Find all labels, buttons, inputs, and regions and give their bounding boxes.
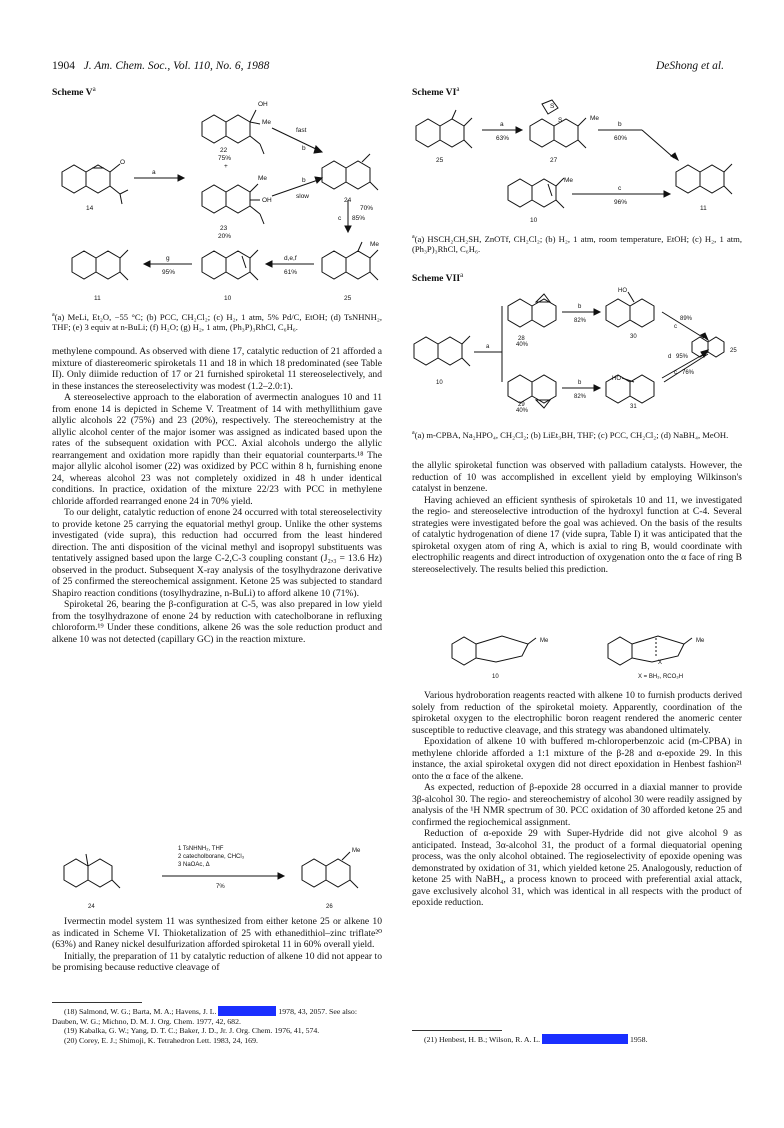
svg-text:20%: 20%: [218, 233, 232, 240]
page-header-authors: DeShong et al.: [655, 60, 724, 72]
structure-23: [202, 184, 264, 224]
para-left-6: Initially, the preparation of 11 by catalytic reduction of alkene 10 did not appear to be promising because reductive cleavage of: [52, 950, 382, 973]
svg-text:c: c: [618, 185, 622, 192]
inline-scheme-24-26: [52, 838, 382, 912]
svg-text:26: 26: [326, 904, 333, 910]
para-right-6: Reduction of α-epoxide 29 with Super-Hydride did not give alcohol 9 as anticipated. Instead, 3α-alcohol 31, the product of a formal diequatorial opening process, was the only alcohol obtained. The regioselectivity of epoxide opening was demonstrated by oxidation of 31, which yielded ketone 25. Analogously, reduction of ketone 25 with NaBH₄, a process known to proceed with preferential axial attack, gave exclusively alcohol 31, which was identical in all respects with the product of epoxide reduction.: [412, 828, 742, 908]
svg-text:63%: 63%: [496, 135, 510, 142]
footnote-rule-right: [412, 1030, 502, 1031]
svg-text:89%: 89%: [680, 316, 693, 322]
svg-text:40%: 40%: [516, 408, 529, 414]
references-left: (18) Salmond, W. G.; Barta, M. A.; Havens, J. L. 1978, 43, 2057. See also: Dauben, W. G.; Michno, D. M. J. Org. Chem. 1977, 42, 682. (19) Kabalka, G. W.; Yang, D. T. C.; Baker, J. D., Jr. J. Org. Chem. 1976, 41, 574. (20) Corey, E. J.; Shimoji, K. Tetrahedron Lett. 1983, 24, 169.: [52, 1006, 382, 1045]
svg-text:23: 23: [220, 225, 228, 232]
para-left-5: Ivermectin model system 11 was synthesized from either ketone 25 or alkene 10 as indicated in Scheme VI. Thioketalization of 25 with ethanedithiol–zinc triflate²⁰ (63%) and Raney nickel desulfurization afforded spiroketal 11 in 60% overall yield.: [52, 916, 382, 950]
svg-text:27: 27: [550, 157, 558, 164]
svg-text:Me: Me: [262, 119, 272, 126]
svg-text:Me: Me: [352, 848, 361, 854]
svg-text:95%: 95%: [162, 269, 176, 276]
scheme-vii-figure: [412, 282, 742, 414]
scheme-vi-title: Scheme $VI^a$: [412, 85, 460, 99]
svg-text:70%: 70%: [360, 205, 374, 212]
references-right: (21) Henbest, H. B.; Wilson, R. A. L. 1958.: [424, 1035, 648, 1044]
ref-19: (19) Kabalka, G. W.; Yang, D. T. C.; Baker, J. D., Jr. J. Org. Chem. 1976, 41, 574.: [64, 1026, 320, 1036]
journal-volume: Vol. 110, No. 6, 1988: [173, 60, 270, 72]
svg-text:24: 24: [344, 197, 352, 204]
svg-text:10: 10: [492, 674, 499, 680]
svg-text:7%: 7%: [216, 884, 225, 890]
para-left-3: To our delight, catalytic reduction of enone 24 occurred with total stereoselectivity to provide ketone 25 carrying the equatorial methyl group. Unlike the other systems investigated (vide supra), this reduction had occurred from the least hindered direction. The anti disposition of the vicinal methyl and isopropyl substituents was tentatively assigned based upon the large C-2,C-3 coupling constant (J₂,₃ = 13.6 Hz) observed in the product. Subsequent X-ray analysis of the tosylhydrazone derivative of 25 confirmed the stereochemical assignment. Ketone 25 was subjected to standard Shapiro reaction conditions (tosylhydrazine, n-BuLi) to afford alkene 10 (71%).: [52, 507, 382, 599]
svg-text:10: 10: [224, 295, 232, 302]
svg-text:60%: 60%: [614, 135, 628, 142]
svg-text:Me: Me: [258, 175, 268, 182]
svg-text:+: +: [224, 163, 228, 170]
svg-text:Me: Me: [590, 115, 600, 122]
svg-text:75%: 75%: [218, 155, 232, 162]
structure-14: [62, 164, 128, 204]
svg-text:95%: 95%: [676, 354, 689, 360]
left-column-text-a: [52, 346, 382, 645]
svg-text:Me: Me: [540, 638, 549, 644]
svg-text:d: d: [668, 354, 672, 360]
svg-text:a: a: [152, 169, 156, 176]
svg-text:61%: 61%: [284, 269, 298, 276]
page-number: 1904: [52, 60, 75, 72]
svg-text:11: 11: [94, 295, 101, 302]
svg-text:HO: HO: [618, 288, 627, 294]
structure-22: [202, 110, 264, 154]
svg-text:c: c: [674, 370, 677, 376]
footnote-rule-left: [52, 1002, 142, 1003]
page-header-left: [52, 60, 269, 72]
svg-text:slow: slow: [296, 193, 310, 200]
svg-text:85%: 85%: [352, 215, 366, 222]
scheme-vi-figure: [412, 98, 742, 228]
svg-text:Me: Me: [564, 177, 574, 184]
para-right-5: As expected, reduction of β-epoxide 28 occurred in a diaxial manner to provide 3β-alcohol 30. The regio- and stereochemistry of alcohol 30 were readily assigned by analysis of the ¹H NMR spectrum of 30. PCC oxidation of 30 afforded ketone 25 and confirmed the regiochemical assignment.: [412, 782, 742, 828]
svg-text:c: c: [674, 324, 677, 330]
svg-text:24: 24: [88, 904, 95, 910]
structure-10: [202, 250, 258, 280]
svg-text:fast: fast: [296, 127, 307, 134]
svg-text:96%: 96%: [614, 199, 628, 206]
scheme-v-title: Scheme $V^a$: [52, 85, 96, 99]
svg-text:2 catecholborane, CHCl₃: 2 catecholborane, CHCl₃: [178, 854, 245, 860]
journal-name: J. Am. Chem. Soc.,: [83, 60, 171, 72]
svg-text:25: 25: [436, 157, 444, 164]
right-column-text-a: [412, 460, 742, 575]
svg-text:11: 11: [700, 205, 707, 212]
svg-text:10: 10: [436, 380, 443, 386]
scheme-v-figure: [52, 98, 382, 308]
ref-18: (18) Salmond, W. G.; Barta, M. A.; Havens, J. L.: [64, 1007, 217, 1016]
svg-text:b: b: [302, 177, 306, 184]
para-right-1: the allylic spiroketal function was observed with palladium catalysts. However, the reduction of 10 was accomplished in excellent yield by employing Wilkinson's catalyst in benzene.: [412, 460, 742, 494]
left-column-text-b: [52, 916, 382, 974]
svg-text:S: S: [558, 117, 563, 124]
svg-text:10: 10: [530, 217, 538, 224]
svg-text:c: c: [338, 215, 342, 222]
svg-text:a: a: [486, 344, 490, 350]
svg-text:31: 31: [630, 404, 637, 410]
para-left-4: Spiroketal 26, bearing the β-configuration at C-5, was also prepared in low yield from the tosylhydrazone of enone 24 by reduction with catecholborane in refluxing chloroform.¹⁹ Under these conditions, alkene 26 was the sole reduction product and alkene 10 was not detected (capillary GC) in the reaction mixture.: [52, 599, 382, 645]
svg-text:g: g: [166, 255, 170, 262]
svg-text:X: X: [658, 660, 663, 666]
svg-text:82%: 82%: [574, 318, 587, 324]
svg-text:HO: HO: [612, 376, 621, 382]
svg-text:d,e,f: d,e,f: [284, 255, 297, 262]
para-right-3: Various hydroboration reagents reacted with alkene 10 to furnish products derived solely from reduction of the spiroketal moiety. Apparently, coordination of the spiroketal oxygen to the electrophilic boron reagent rendered the anomeric center susceptible to reductive cleavage, and this strategy was abandoned ultimately.: [412, 690, 742, 736]
para-left-2: A stereoselective approach to the elaboration of avermectin analogues 10 and 11 from enone 14 is depicted in Scheme V. Treatment of 14 with methyllithium gave allylic alcohols 22 (75%) and 23 (20%), respectively. The stereochemistry at the allylic alcohol center of the major isomer was assigned as indicated based upon the rates of the subsequent oxidation with PCC. Axial alcohols undergo the allylic rearrangement and oxidation more rapidly than their equatorial counterparts.¹⁸ The major allylic alcohol isomer (22) was oxidized by PCC within 8 h, furnishing enone 24, whereas alcohol 23 was not completely oxidized in 48 h under identical conditions. In practice, oxidation of the mixture 22/23 with PCC in methylene chloride afforded rearranged enone 24 in 70% yield.: [52, 392, 382, 507]
svg-text:22: 22: [220, 147, 228, 154]
structure-11: [72, 250, 128, 280]
right-column-text-b: [412, 690, 742, 909]
svg-text:Me: Me: [370, 241, 380, 248]
svg-text:X = BH₃, RCO₃H: X = BH₃, RCO₃H: [638, 674, 684, 680]
scheme-v-footnote: $^a$(a) MeLi, Et₂O, −55 °C; (b) PCC, CH₂Cl₂; (c) H₂, 1 atm, 5% Pd/C, EtOH; (d) TsNHNH₂, THF; (e) 3 equiv at n-BuLi; (f) H₂O; (g) H₂, 1 atm, (Ph₃P)₃RhCl, C₆H₆.: [52, 311, 382, 333]
svg-text:1 TsNHNH₂, THF: 1 TsNHNH₂, THF: [178, 846, 224, 852]
svg-text:a: a: [500, 121, 504, 128]
svg-text:76%: 76%: [682, 370, 695, 376]
svg-text:25: 25: [344, 295, 352, 302]
svg-text:25: 25: [730, 348, 737, 354]
svg-text:3 NaOAc, Δ: 3 NaOAc, Δ: [178, 862, 210, 868]
ref-20: (20) Corey, E. J.; Shimoji, K. Tetrahedron Lett. 1983, 24, 169.: [64, 1035, 258, 1045]
svg-text:b: b: [618, 121, 622, 128]
svg-text:b: b: [578, 380, 582, 386]
scheme-vi-footnote: $^a$(a) HSCH₂CH₂SH, ZnOTf, CH₂Cl₂; (b) H₂, 1 atm, room temperature, EtOH; (c) H₂, 1 atm, (Ph₃P)₃RhCl, C₆H₆.: [412, 233, 742, 255]
redaction-box-right: [542, 1034, 628, 1044]
para-left-1: methylene compound. As observed with diene 17, catalytic reduction of 21 afforded a mixture of diastereomeric spiroketals 11 and 18 in which 18 predominated (see Table II). Only diimide reduction of 17 or 21 furnished spiroketal 11 stereoselectively, and in these instances the stereoselectivity was modest (1.2–2.0:1).: [52, 346, 382, 392]
svg-text:40%: 40%: [516, 342, 529, 348]
svg-text:b: b: [578, 304, 582, 310]
redaction-box: [218, 1006, 276, 1016]
svg-text:29: 29: [518, 402, 525, 408]
svg-text:30: 30: [630, 334, 637, 340]
svg-text:b: b: [302, 145, 306, 152]
para-right-4: Epoxidation of alkene 10 with buffered m-chloroperbenzoic acid (m-CPBA) in methylene chloride afforded a 1:1 mixture of the β-28 and α-epoxide 29. In this instance, the axial spiroketal oxygen did not direct epoxidation in Henbest fashion²¹ onto the α face of the alkene.: [412, 736, 742, 782]
scheme-vii-footnote: $^a$(a) m-CPBA, Na₂HPO₄, CH₂Cl₂; (b) LiEt₃BH, THF; (c) PCC, CH₂Cl₂; (d) NaBH₄, MeOH.: [412, 429, 729, 440]
svg-text:28: 28: [518, 336, 525, 342]
coordination-figure: [412, 622, 742, 682]
svg-text:S: S: [550, 103, 555, 110]
svg-text:OH: OH: [258, 101, 268, 108]
svg-text:14: 14: [86, 205, 94, 212]
svg-text:O: O: [120, 159, 126, 166]
svg-text:82%: 82%: [574, 394, 587, 400]
svg-text:OH: OH: [262, 197, 272, 204]
scheme-vii-title: Scheme VII$^a$: [412, 271, 464, 285]
structure-24: [322, 154, 378, 190]
svg-text:Me: Me: [696, 638, 705, 644]
para-right-2: Having achieved an efficient synthesis of spiroketals 10 and 11, we investigated the regio- and stereoselective introduction of the hydroxyl function at C-4. Several strategies were investigated before the goal was achieved. On the basis of the results of catalytic hydrogenation of diene 17 (vide supra, Table I) it was anticipated that the spiroketal oxygen atom of ring A, which is axial to ring B, would coordinate with electrophilic reagents and direct introduction of oxygenation onto the α face of ring B stereoselectively. The results belied this prediction.: [412, 494, 742, 575]
ref-21: (21) Henbest, H. B.; Wilson, R. A. L.: [424, 1035, 541, 1044]
